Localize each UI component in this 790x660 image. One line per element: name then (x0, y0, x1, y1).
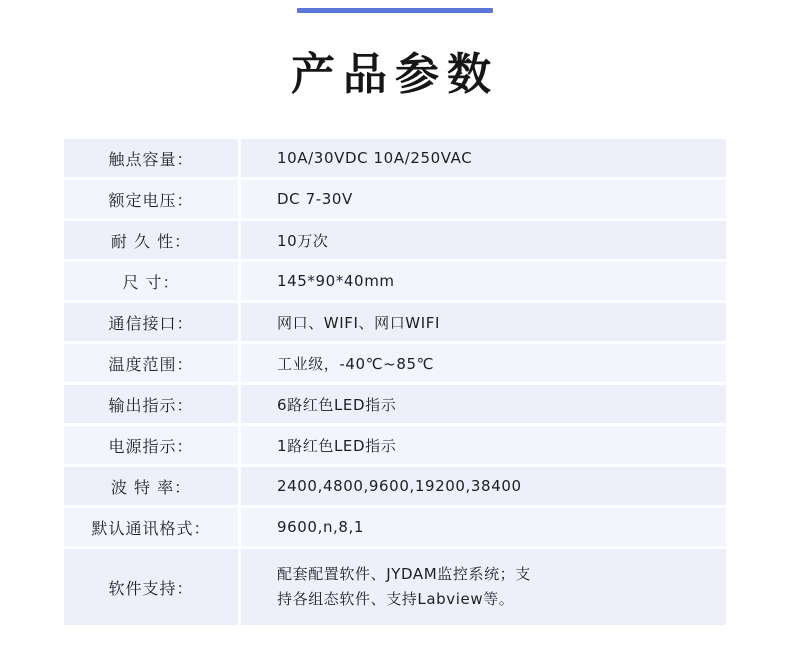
spec-value: 网口、WIFI、网口WIFI (241, 303, 726, 341)
spec-value: 145*90*40mm (241, 262, 726, 300)
spec-value: 10A/30VDC 10A/250VAC (241, 139, 726, 177)
spec-label: 触点容量： (64, 139, 241, 177)
table-row (64, 180, 726, 218)
spec-value: 工业级，-40℃~85℃ (241, 344, 726, 382)
spec-label: 软件支持： (64, 549, 241, 625)
spec-table-body (64, 139, 726, 625)
spec-value: DC 7-30V (241, 180, 726, 218)
table-row (64, 139, 726, 177)
spec-label: 尺 寸： (64, 262, 241, 300)
table-row (64, 221, 726, 259)
table-row (64, 549, 726, 625)
spec-label: 耐 久 性： (64, 221, 241, 259)
spec-value: 2400,4800,9600,19200,38400 (241, 467, 726, 505)
top-accent-bar (297, 8, 493, 13)
spec-value: 10万次 (241, 221, 726, 259)
page-title: 产品参数 (291, 49, 499, 100)
spec-value-line: 持各组态软件、支持Labview等。 (277, 590, 515, 608)
table-row (64, 508, 726, 546)
spec-label: 通信接口： (64, 303, 241, 341)
table-row (64, 344, 726, 382)
spec-value (241, 549, 726, 625)
spec-table (64, 136, 726, 628)
spec-label: 输出指示： (64, 385, 241, 423)
table-row (64, 385, 726, 423)
spec-value: 6路红色LED指示 (241, 385, 726, 423)
table-row (64, 262, 726, 300)
spec-label: 额定电压： (64, 180, 241, 218)
table-row (64, 467, 726, 505)
spec-label: 温度范围： (64, 344, 241, 382)
table-row (64, 303, 726, 341)
spec-value: 9600,n,8,1 (241, 508, 726, 546)
spec-label: 电源指示： (64, 426, 241, 464)
spec-label: 默认通讯格式： (64, 508, 241, 546)
spec-value: 1路红色LED指示 (241, 426, 726, 464)
spec-value-line: 配套配置软件、JYDAM监控系统；支 (277, 565, 531, 584)
spec-label: 波 特 率： (64, 467, 241, 505)
table-row (64, 426, 726, 464)
